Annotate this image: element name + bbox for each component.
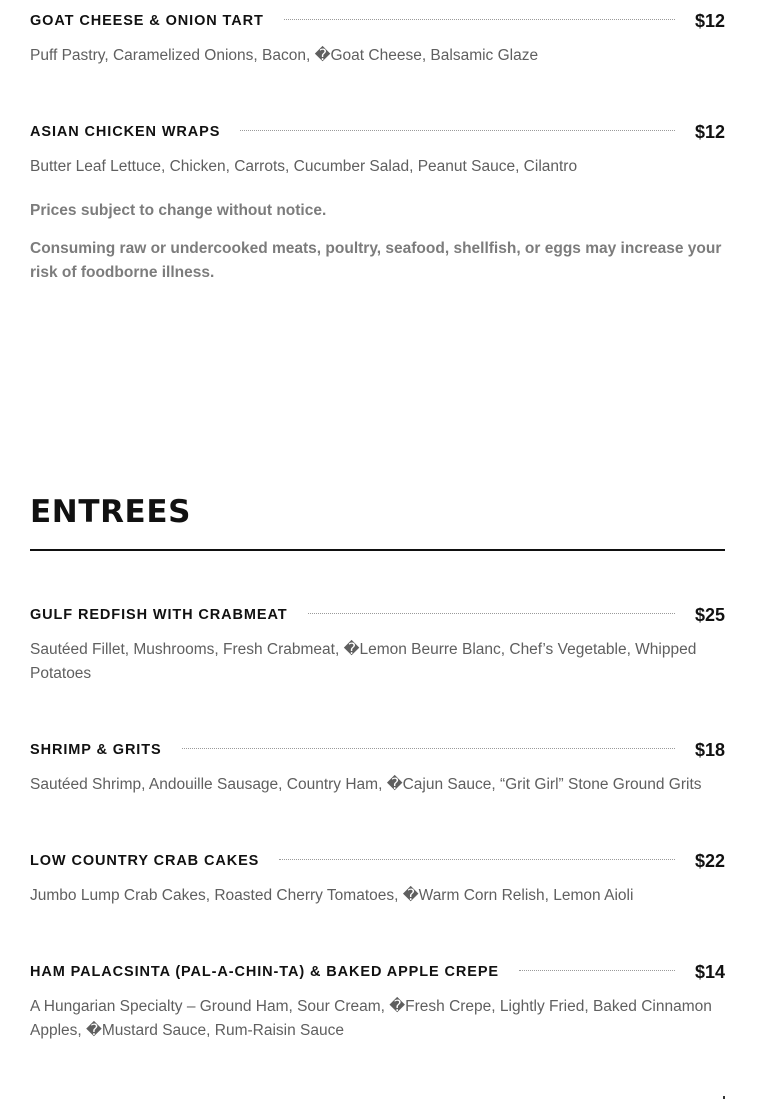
menu-item [30,9,725,68]
menu-item-name: GULF REDFISH WITH CRABMEAT [30,607,288,623]
menu-item-description: Sautéed Shrimp, Andouille Sausage, Country Ham, �Cajun Sauce, “Grit Girl” Stone Ground Grits [30,776,702,793]
menu-item-description: Sautéed Fillet, Mushrooms, Fresh Crabmeat, �Lemon Beurre Blanc, Chef’s Vegetable, Whipped Potatoes [30,641,697,682]
menu-item-price: $12 [694,121,725,142]
dotted-leader [240,130,675,131]
menu-item-price: $22 [694,850,725,871]
menu-item-name: GOAT CHEESE & ONION TART [30,13,264,29]
menu-item-description: Butter Leaf Lettuce, Chicken, Carrots, Cucumber Salad, Peanut Sauce, Cilantro [30,158,578,175]
dotted-leader [284,19,675,20]
dotted-leader [279,859,675,860]
foodborne-illness-notice: Consuming raw or undercooked meats, poultry, seafood, shellfish, or eggs may increase your risk of foodborne illness. [30,240,722,281]
dotted-leader [308,613,675,614]
menu-item-name: ASIAN CHICKEN WRAPS [30,124,221,140]
menu-item-name: LOW COUNTRY CRAB CAKES [30,853,260,869]
cutoff-price-fragment [723,1096,725,1099]
menu-item-price: $12 [694,10,725,31]
dotted-leader [182,748,675,749]
section-title-entrees: ENTREES [30,494,192,530]
menu-item-name: SHRIMP & GRITS [30,742,162,758]
menu-item-name: HAM PALACSINTA (PAL-A-CHIN-TA) & BAKED APPLE CREPE [30,964,499,980]
menu-item [30,603,725,686]
section-divider [30,549,725,551]
dotted-leader [519,970,675,971]
menu-item-header [30,849,725,873]
menu-item-description: Jumbo Lump Crab Cakes, Roasted Cherry Tomatoes, �Warm Corn Relish, Lemon Aioli [30,887,634,904]
menu-item [30,120,725,179]
menu-item [30,738,725,797]
menu-item-header [30,603,725,627]
menu-item-description: Puff Pastry, Caramelized Onions, Bacon, �Goat Cheese, Balsamic Glaze [30,47,539,64]
menu-item [30,849,725,908]
price-notice: Prices subject to change without notice. [30,202,327,219]
menu-item-price: $14 [694,961,725,982]
menu-item-header [30,960,725,984]
menu-item-header [30,120,725,144]
menu-item [30,960,725,1043]
menu-item-header [30,738,725,762]
menu-item-price: $18 [694,739,725,760]
menu-item-description: A Hungarian Specialty – Ground Ham, Sour Cream, �Fresh Crepe, Lightly Fried, Baked Cinnamon Apples, �Mustard Sauce, Rum-Raisin Sauce [30,998,712,1039]
menu-item-price: $25 [694,604,725,625]
menu-item-header [30,9,725,33]
